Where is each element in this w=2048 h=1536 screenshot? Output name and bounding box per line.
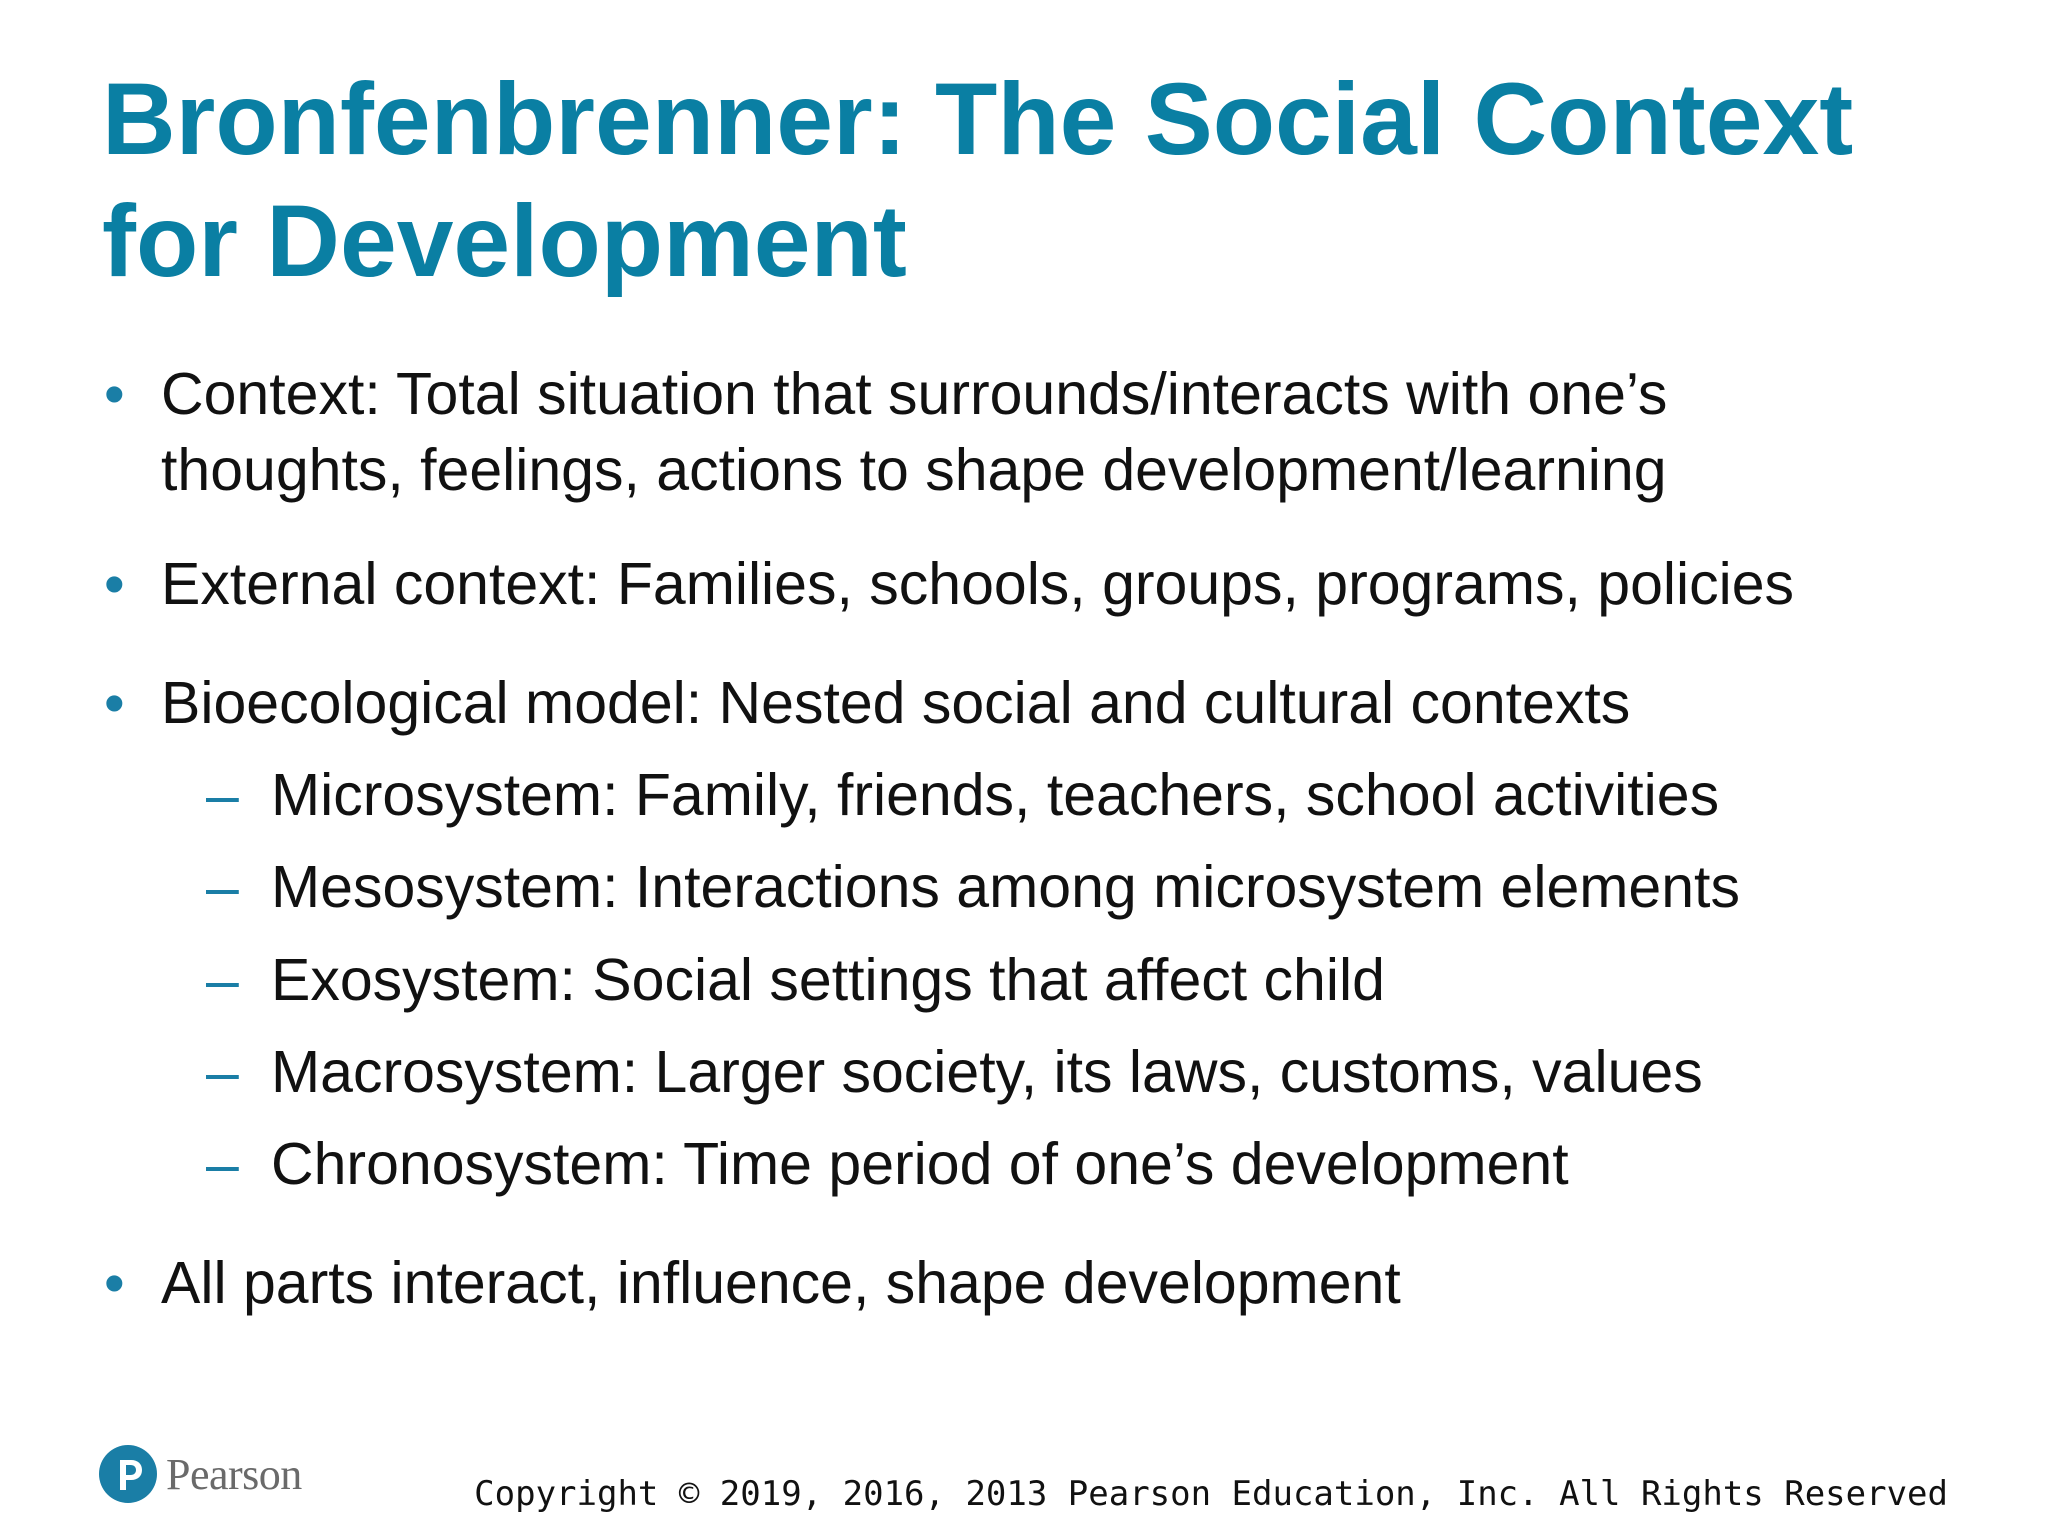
bullet-marker: • <box>104 670 125 736</box>
bullet-text-line: thoughts, feelings, actions to shape development/learning <box>161 437 1667 503</box>
bullet-marker: • <box>104 1250 125 1316</box>
bullet-text-line: All parts interact, influence, shape development <box>161 1250 1401 1316</box>
dash-marker: – <box>206 1131 239 1197</box>
bullet-text-line: Bioecological model: Nested social and cultural contexts <box>161 670 1631 736</box>
sub-bullet-text: Macrosystem: Larger society, its laws, customs, values <box>271 1039 1703 1105</box>
dash-marker: – <box>206 1039 239 1105</box>
copyright-notice: Copyright © 2019, 2016, 2013 Pearson Education, Inc. All Rights Reserved <box>474 1474 1948 1514</box>
pearson-logo-text: Pearson <box>166 1449 302 1499</box>
bullet-text <box>161 1245 1401 1321</box>
dash-marker: – <box>206 854 239 920</box>
sub-bullet-text: Exosystem: Social settings that affect child <box>271 947 1385 1013</box>
bullet-marker: • <box>104 551 125 617</box>
dash-marker: – <box>206 947 239 1013</box>
bullet-text-line: External context: Families, schools, groups, programs, policies <box>161 551 1795 617</box>
bullet-text <box>161 546 1794 622</box>
title-line-2: for Development <box>102 184 907 298</box>
title-line-1: Bronfenbrenner: The Social Context <box>102 62 1854 176</box>
sub-bullet-text: Chronosystem: Time period of one’s development <box>271 1131 1569 1197</box>
sub-bullet-text: Mesosystem: Interactions among microsystem elements <box>271 854 1740 920</box>
pearson-logo-icon <box>98 1444 158 1504</box>
bullet-text-line: Context: Total situation that surrounds/interacts with one’s <box>161 361 1668 427</box>
dash-marker: – <box>206 762 239 828</box>
bullet-marker: • <box>104 361 125 427</box>
sub-bullet-text: Microsystem: Family, friends, teachers, school activities <box>271 762 1720 828</box>
pearson-logo <box>98 1444 302 1504</box>
bullet-text <box>161 356 1667 508</box>
bullet-text <box>161 665 1630 741</box>
